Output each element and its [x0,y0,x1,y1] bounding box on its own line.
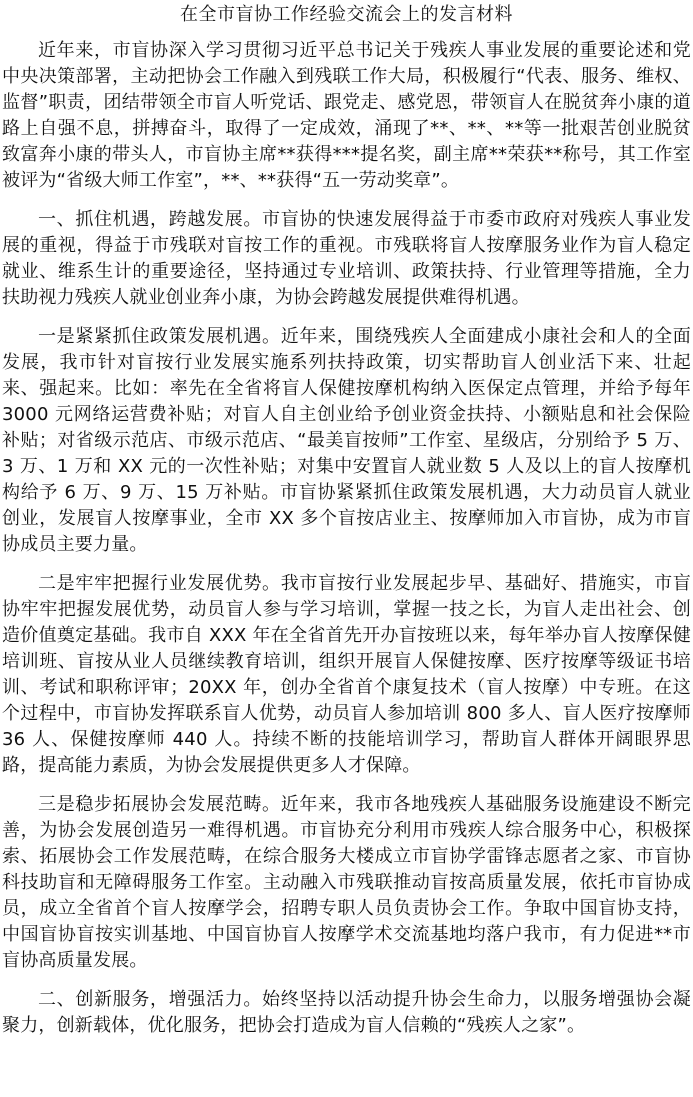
paragraph-section-two: 二、创新服务，增强活力。始终坚持以活动提升协会生命力，以服务增强协会凝聚力，创新载体，优化服务，把协会打造成为盲人信赖的“残疾人之家”。 [2,989,691,1036]
paragraph-point-two: 二是牢牢把握行业发展优势。我市盲按行业发展起步早、基础好、措施实，市盲协牢牢把握发展优势，动员盲人参与学习培训，掌握一技之长，为盲人走出社会、创造价值奠定基础。我市自 XXX 年在全省首先开办盲按班以来，每年举办盲人按摩保健培训班、盲按从业人员继续教育培训，组织开展盲人保健按摩、医疗按摩等级证书培训、考试和职称评审；20XX 年，创办全省首个康复技术（盲人按摩）中专班。在这个过程中，市盲协发挥联系盲人优势，动员盲人参加培训 800 多人、盲人医疗按摩师 36 人、保健按摩师 440 人。持续不断的技能培训学习，帮助盲人群体开阔眼界思路，提高能力素质，为协会发展提供更多人才保障。 [2,573,691,776]
paragraph-point-one: 一是紧紧抓住政策发展机遇。近年来，围绕残疾人全面建成小康社会和人的全面发展，我市针对盲按行业发展实施系列扶持政策，切实帮助盲人创业活下来、壮起来、强起来。比如：率先在全省将盲人保健按摩机构纳入医保定点管理，并给予每年 3000 元网络运营费补贴；对盲人自主创业给予创业资金扶持、小额贴息和社会保险补贴；对省级示范店、市级示范店、“最美盲按师”工作室、星级店，分别给予 5 万、3 万、1 万和 XX 元的一次性补贴；对集中安置盲人就业数 5 人及以上的盲人按摩机构给予 6 万、9 万、15 万补贴。市盲协紧紧抓住政策发展机遇，大力动员盲人就业创业，发展盲人按摩事业，全市 XX 多个盲按店业主、按摩师加入市盲协，成为市盲协成员主要力量。 [2,326,691,555]
document-title: 在全市盲协工作经验交流会上的发言材料 [180,4,513,25]
paragraph-intro: 近年来，市盲协深入学习贯彻习近平总书记关于残疾人事业发展的重要论述和党中央决策部署，主动把协会工作融入到残联工作大局，积极履行“代表、服务、维权、监督”职责，团结带领全市盲人听党话、跟党走、感党恩，带领盲人在脱贫奔小康的道路上自强不息，拼搏奋斗，取得了一定成效，涌现了**、**、**等一批艰苦创业脱贫致富奔小康的带头人，市盲协主席**获得***提名奖，副主席**荣获**称号，其工作室被评为“省级大师工作室”，**、**获得“五一劳动奖章”。 [2,40,691,191]
paragraph-point-three: 三是稳步拓展协会发展范畴。近年来，我市各地残疾人基础服务设施建设不断完善，为协会发展创造另一难得机遇。市盲协充分利用市残疾人综合服务中心，积极探索、拓展协会工作发展范畴，在综合服务大楼成立市盲协学雷锋志愿者之家、市盲协科技助盲和无障碍服务工作室。主动融入市残联推动盲按高质量发展，依托市盲协成员，成立全省首个盲人按摩学会，招聘专职人员负责协会工作。争取中国盲协支持，中国盲协盲按实训基地、中国盲协盲人按摩学术交流基地均落户我市，有力促进**市盲协高质量发展。 [2,794,691,971]
paragraph-section-one: 一、抓住机遇，跨越发展。市盲协的快速发展得益于市委市政府对残疾人事业发展的重视，得益于市残联对盲按工作的重视。市残联将盲人按摩服务业作为盲人稳定就业、维系生计的重要途径，坚持通过专业培训、政策扶持、行业管理等措施，全力扶助视力残疾人就业创业奔小康，为协会跨越发展提供难得机遇。 [2,209,691,308]
